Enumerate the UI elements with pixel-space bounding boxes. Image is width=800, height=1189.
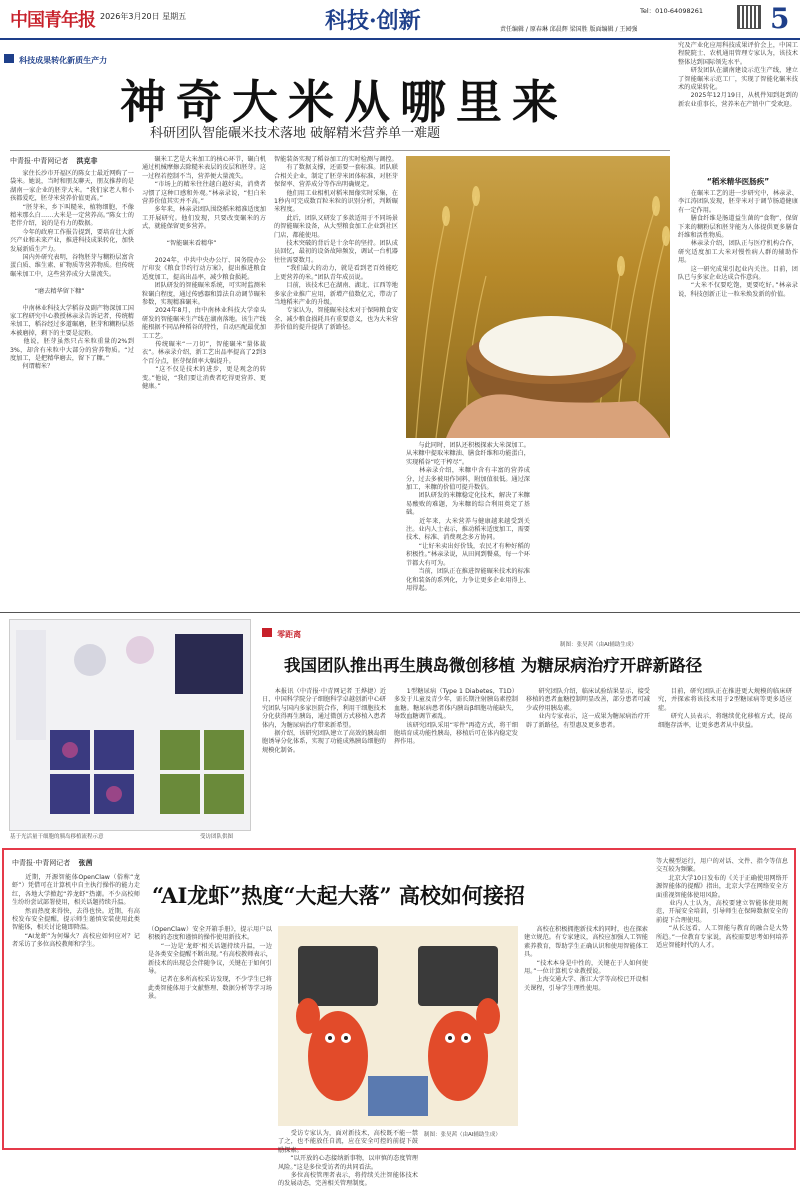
article-column: 碾米工艺是大米加工的核心环节，碾白机通过机械摩擦去除糙米表层的皮层和胚芽。这一过程若控制不当，营养便大量流失。 “市场上的精米往往越白越好卖，消费者习惯了这种口感和外观。”林亲录说，“但白米营养价值其实并不高。” 多年来，林亲录团队围绕稻米精准适度加工开展研究。他们发现，只要改变碾米的方式，就能保留更多营养。 “智能碾米看精华” 2024年，中共中央办公厅、国务院办公厅印发《粮食节约行动方案》，提出推进粮食适度加工，提高出品率，减少粮食损耗。 团队研发的智能碾米系统，可实时监测米粒碾白程度，通过传感器和算法自动调节碾米参数，实现精准碾米。 2024年8月，由中南林业科技大学牵头研发的智能碾米生产线在湖南落地。该生产线能根据不同品种稻谷的特性，自动匹配最优加工工艺。 传统碾米“一刀切”，智能碾米“量体裁衣”。林亲录介绍，新工艺出品率提高了2到3个百分点，胚芽保留率大幅提升。 “这不仅是技术的进步，更是观念的转变。”他说，“我们要让消费者吃得更营养、更健康。” — [142, 156, 266, 390]
article-column: 本报讯（中青报·中青网记者 王烨捷）近日，中国科学院分子细胞科学卓越创新中心研究团队与国内多家医院合作，利用干细胞技术分化获得再生胰岛，通过微创方式移植入患者体内，为糖尿病治疗带来新希望。 据介绍，该研究团队建立了高效的胰岛细胞诱导分化体系，实现了功能成熟胰岛细胞的规模化制备。 — [262, 688, 386, 754]
lobster-illustration — [278, 926, 518, 1126]
tag-label: 零距离 — [277, 630, 302, 639]
lobster-illustration-drawing — [278, 926, 518, 1126]
section-divider — [0, 612, 800, 613]
figure-illustration — [10, 620, 250, 830]
photo-caption: 制图：张昊茜（由AI辅助生成） — [560, 642, 637, 648]
article-subhead: 科研团队智能碾米技术落地 破解精米营养单一难题 — [150, 126, 441, 141]
hotline: Tel：010-64098261 — [640, 7, 704, 15]
byline-label: 中青报·中青网记者 — [10, 157, 69, 165]
tag-marker-icon — [262, 628, 272, 637]
article-headline: “AI龙虾”热度“大起大落” 高校如何接招 — [152, 883, 525, 908]
rice-photo-illustration — [406, 156, 670, 438]
newspaper-logo: 中国青年报 — [10, 10, 95, 31]
article-column: （OpenClaw）安全开箱手册》，提示用户以积极的态度和谨慎的操作使用新技术。 “一边是‘龙虾’相关话题持续升温，一边是各类安全提醒不断出现。”有高校教师表示，新技术的出现总会伴随争议，关键在于如何引导。 记者在多所高校采访发现，不少学生已将此类智能体用于文献整理、数据分析等学习场景。 — [148, 926, 272, 1001]
byline — [10, 156, 97, 166]
article-column: 目前，研究团队正在推进更大规模的临床研究，并探索将该技术用于2型糖尿病等更多适应症。 研究人员表示，将继续优化移植方式，提高细胞存活率，让更多患者从中获益。 — [658, 688, 792, 729]
article-islet — [0, 614, 800, 846]
qr-code-icon — [738, 6, 760, 28]
article-column: 受访专家认为，面对新技术，高校既不能一禁了之，也不能放任自流，应在安全可控的前提下鼓励探索。 “以开放的心态接纳新事物，以审慎的态度管理风险。”这是多位受访者的共同看法。 多位高校管理者表示，将持续关注智能体技术的发展动态，完善相关管理制度。 — [278, 1130, 418, 1188]
masthead-rule — [0, 38, 800, 40]
article-column: 等大模型运行，用户的对话、文件、指令等信息交互较为频繁。 北京大学10日发布的《关于正确使用网络开源智能体的提醒》指出，北京大学在网络安全方面重视智能体使用风险。 业内人士认为，高校要建立智能体使用规范，开展安全培训，引导师生在保障数据安全的前提下合理使用。 “从长远看，人工智能与教育的融合是大势所趋。”一位教育专家说，高校需要思考如何培养适应智能时代的人才。 — [656, 858, 788, 950]
article-headline: 神奇大米从哪里来 — [120, 75, 568, 129]
article-column: 近期，开源智能体OpenClaw（俗称“龙虾”）凭借可在计算机中自主执行操作的能力走红，各地大学掀起“养龙虾”热潮。不少高校师生纷纷尝试部署使用，相关话题持续升温。 然而热度来得快，去得也快。近期，有高校发布安全提醒，提示师生谨慎安装使用此类智能体，相关讨论随即降温。 “AI龙虾”为何爆火？高校应如何应对？记者采访了多位高校教师和学生。 — [12, 874, 140, 949]
editors-line: 责任编辑 / 原春琳 邱晨辉 梁国胜 版面编辑 / 王园强 — [500, 26, 638, 33]
section-title: 科技·创新 — [325, 8, 421, 34]
article-column: 与此同时，团队还积极探索大米深加工。从米糠中提取米糠油、膳食纤维和功能蛋白，实现稻谷“吃干榨尽”。 林亲录介绍，米糠中含有丰富的营养成分，过去多被用作饲料，附加值很低。通过深加工，米糠的价值可提升数倍。 团队研发的米糠稳定化技术，解决了米糠易酸败的难题，为米糠的综合利用奠定了基础。 近年来，大米营养与健康越来越受到关注。业内人士表示，推动稻米适度加工，需要技术、标准、消费观念多方协同。 “让好米卖出好价钱，农民才有种好稻的积极性。”林亲录说，从田间到餐桌，每一个环节都大有可为。 当前，团队正在推进智能碾米技术的标准化和装备的系列化，力争让更多企业用得上、用得起。 — [406, 442, 530, 592]
photo-caption: 制图：张昊茜（由AI辅助生成） — [424, 1132, 501, 1138]
rice-photo — [406, 156, 670, 438]
article-headline: 我国团队推出再生胰岛微创移植 为糖尿病治疗开辟新路径 — [284, 656, 703, 675]
article-column: 在碾米工艺的进一步研究中，林亲录、李江涛团队发现，胚芽米对于调节肠道健康有一定作用。 膳食纤维是肠道益生菌的“食物”，保留下来的糊粉层和胚芽能为人体提供更多膳食纤维和活性物质。 林亲录介绍，团队正与医疗机构合作，研究适度加工大米对慢性病人群的辅助作用。 这一研究成果引起业内关注。目前，团队已与多家企业达成合作意向。 “大米不仅要吃饱，更要吃好。”林亲录说，科技创新正让一粒米焕发新的价值。 — [678, 190, 798, 298]
article-column: 究及产业化应用科技成果评价会上，中国工程院院士、农机通用管理专家认为，该技术整体达到国际领先水平。 研发团队在湖南建设示范生产线，建立了智能碾米示范工厂，实现了智能化碾米技术的成果转化。 2025年12月19日，从机件知到赶到的新农业重事长，营养米在产销中广受欢迎。 — [678, 42, 798, 108]
byline-name: 洪克非 — [76, 157, 98, 165]
column-subhead: “稻米精华医肠疾” — [706, 177, 770, 186]
figure-credit: 受访团队供图 — [200, 834, 234, 840]
article-column: 研究团队介绍，临床试验结果显示，接受移植的患者血糖控制明显改善，部分患者可减少或停用胰岛素。 业内专家表示，这一成果为糖尿病治疗开辟了新路径，有望惠及更多患者。 — [526, 688, 650, 729]
page-number: 5 — [770, 2, 790, 35]
byline-name: 张茜 — [78, 859, 93, 867]
figure-panel — [10, 620, 250, 830]
byline — [12, 858, 92, 868]
article-column: 高校在积极拥抱新技术的同时，也在探索建立规范。有专家建议，高校应加强人工智能素养教育，帮助学生正确认识和使用智能体工具。 “技术本身是中性的，关键在于人如何使用。”一位计算机专业教授说。 上海交通大学、浙江大学等高校已开设相关课程，引导学生理性使用。 — [524, 926, 648, 992]
article-column: 1型糖尿病（Type 1 Diabetes，T1D）多发于儿童及青少年，需长期注射胰岛素控制血糖。糖尿病患者体内胰岛β细胞功能缺失，导致血糖调节紊乱。 该研究团队采用“零件”再造方式，将干细胞培育成功能性胰岛，移植后可在体内稳定发挥作用。 — [394, 688, 518, 746]
figure-caption: 基于光活量干细胞的胰岛移植流程示意 — [10, 834, 104, 840]
article-column: 智能装备实现了稻谷加工的实时检测与调控。 有了数据支撑，还需要一套标准。团队联合相关企业，制定了胚芽米团体标准，对胚芽保留率、营养成分等作出明确规定。 他们用工业相机对稻米图像实时采集，在1秒内可完成数百粒米粒的识别分析，判断碾米程度。 此后，团队又研发了多款适用于不同场景的智能碾米设备，从大型粮食加工企业到社区门店，都能使用。 技术突破的背后是十余年的坚持。团队成员回忆，最初的设备故障频发，调试一台机器往往需要数月。 “我们最大的动力，就是看到老百姓能吃上更营养的米。”团队青年成员说。 目前，该技术已在湖南、湖北、江西等地多家企业推广应用，新增产值数亿元，带动了当地稻米产业的升级。 专家认为，智能碾米技术对于保障粮食安全、减少粮食损耗具有重要意义，也为大米营养价值的提升提供了新路径。 — [274, 156, 398, 332]
divider — [10, 150, 670, 151]
article-column: 家住长沙市开福区的陈女士最近网购了一袋米。她说，当时和朋友聊天，朋友推荐的是湖南一家企业的胚芽大米。“我们家老人和小孩都爱吃，胚芽米营养价值更高。” “胚芽米，乡下叫糙米，植物细胞，不像精米那么白……大米是一定营养高。”陈女士的老伴介绍，说的是有力的数据。 今年的政府工作报告提到，要培育壮大新兴产业和未来产业，推进科技成果转化，加快发展新质生产力。 国内外研究表明，谷物胚芽与糊粉层富含蛋白质、维生素、矿物质等营养物质。但传统碾米加工中，这些营养成分大量流失。 “磨去精华留下糠” 中南林业科技大学稻谷及副产物深加工国家工程研究中心教授林亲录告诉记者，传统精米加工，稻谷经过多道碾磨，胚芽和糊粉层基本被磨掉，剩下的主要是淀粉。 他说，胚芽虽然只占米粒重量的2%到3%，却含有米粒中大部分的营养物质。“过度加工，是把精华磨去，留下了糠。” 何谓精米？ — [10, 170, 134, 371]
issue-date: 2026年3月20日 星期五 — [100, 12, 187, 21]
article-ai-lobster — [4, 850, 794, 1188]
masthead — [0, 0, 800, 38]
byline-label: 中青报·中青网记者 — [12, 859, 71, 867]
section-tag — [4, 48, 107, 67]
section-tag — [262, 622, 301, 641]
tag-label: 科技成果转化新质生产力 — [19, 56, 108, 65]
tag-marker-icon — [4, 54, 14, 63]
